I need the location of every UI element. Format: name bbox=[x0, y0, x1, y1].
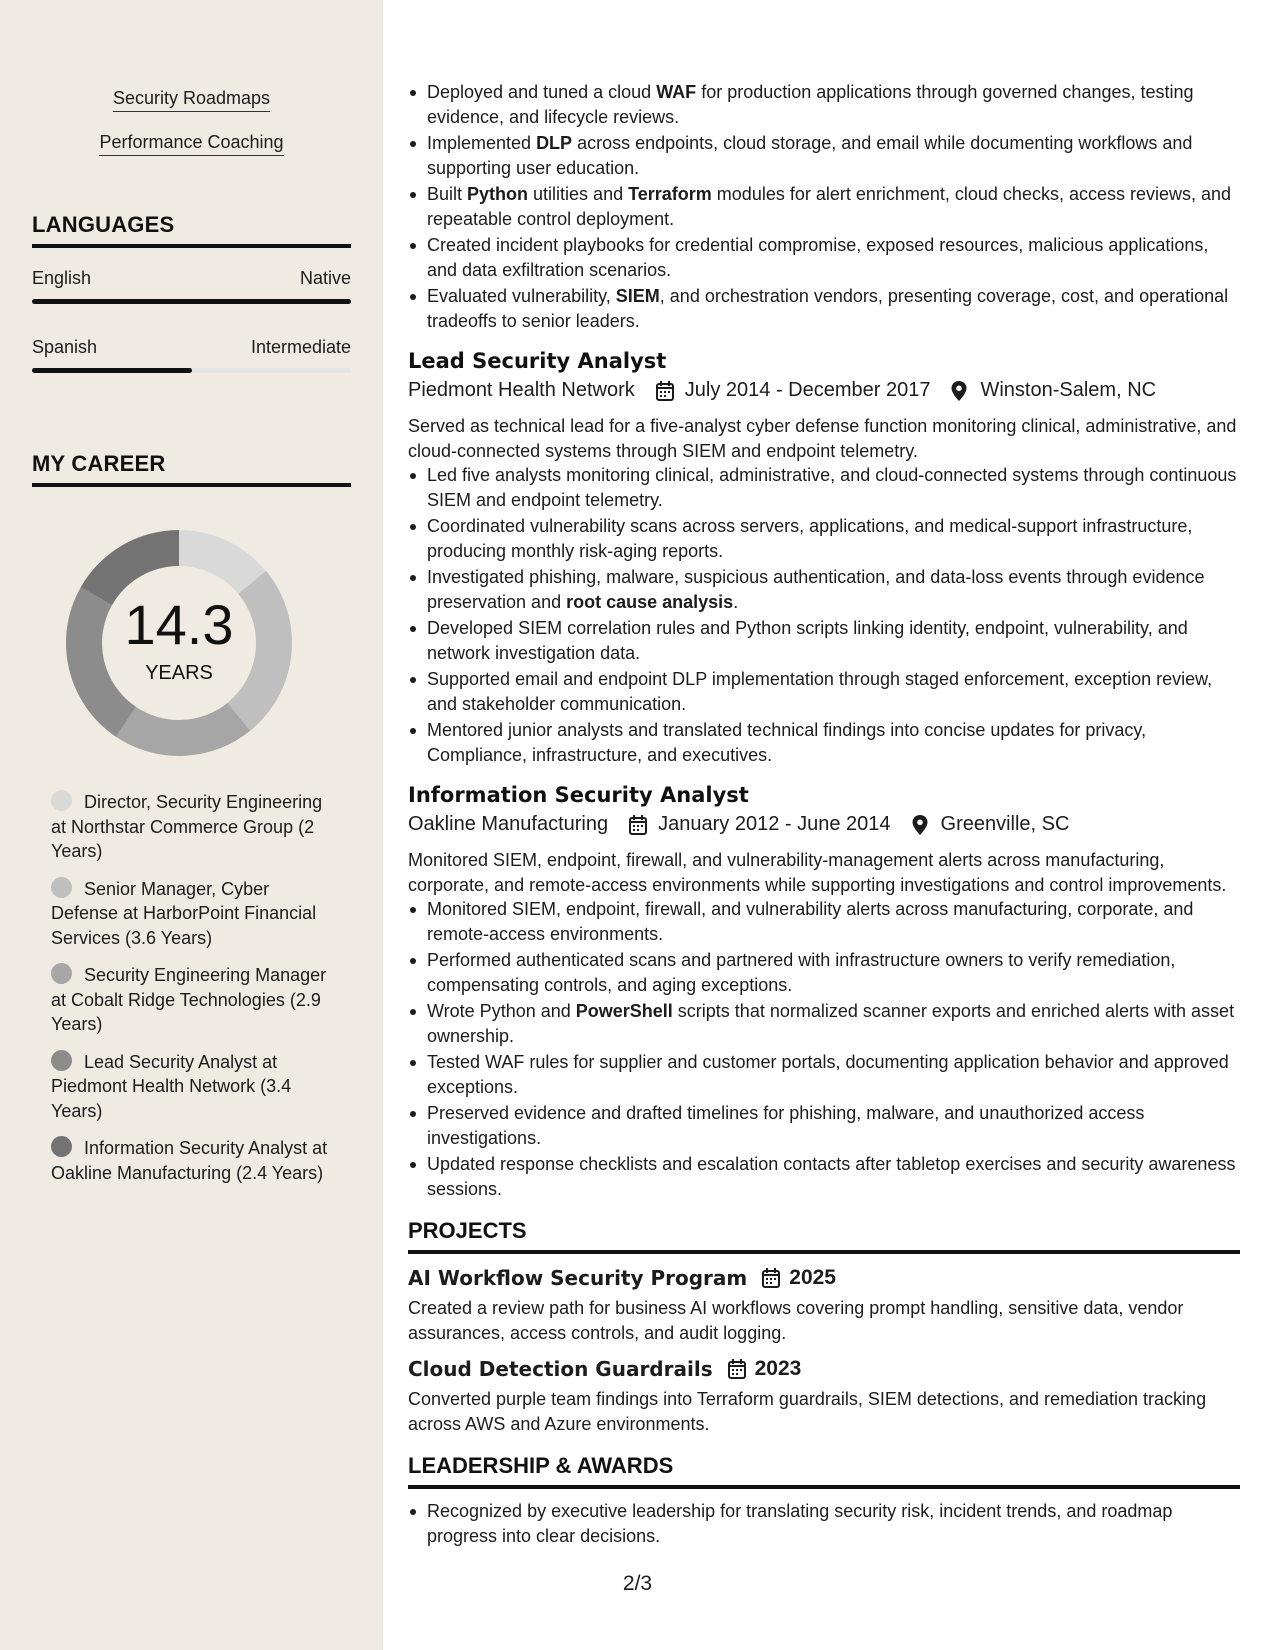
calendar-icon bbox=[628, 814, 648, 836]
career-legend-item: Lead Security Analyst at Piedmont Health Network (3.4 Years) bbox=[51, 1051, 292, 1121]
job-bullets bbox=[408, 463, 1240, 767]
project-description: Created a review path for business AI workflows covering prompt handling, sensitive data, vendor assurances, access controls, and audit logging. bbox=[408, 1298, 1184, 1343]
job-dates: July 2014 - December 2017 bbox=[684, 379, 931, 401]
bullet-item: Recognized by executive leadership for translating security risk, incident trends, and roadmap progress into clear decisions. bbox=[408, 1499, 1240, 1548]
bullet-item: Supported email and endpoint DLP implementation through staged enforcement, exception review, and stakeholder communication. bbox=[408, 667, 1240, 716]
languages-heading: LANGUAGES bbox=[32, 212, 351, 248]
job-title: Information Security Analyst bbox=[408, 783, 749, 807]
bullet-item: Coordinated vulnerability scans across servers, applications, and medical-support infrastructure, producing monthly risk-aging reports. bbox=[408, 514, 1240, 563]
legend-dot-icon bbox=[51, 1050, 72, 1071]
bullet-item: Mentored junior analysts and translated technical findings into concise updates for privacy, Compliance, infrastructure, and executives. bbox=[408, 718, 1240, 767]
project-entry bbox=[408, 1266, 1240, 1345]
bullet-item: Monitored SIEM, endpoint, firewall, and vulnerability alerts across manufacturing, corporate, and remote-access environments. bbox=[408, 897, 1240, 946]
donut-slice-2 bbox=[116, 703, 250, 756]
page-number: 2/3 bbox=[622, 1572, 653, 1595]
previous-job-bullets bbox=[408, 80, 1240, 333]
bullet-item: Led five analysts monitoring clinical, administrative, and cloud-connected systems through continuous SIEM and endpoint telemetry. bbox=[408, 463, 1240, 512]
skill-item: Security Roadmaps bbox=[0, 88, 383, 109]
language-row bbox=[32, 268, 351, 289]
language-proficiency-bar bbox=[32, 368, 351, 373]
leadership-bullets bbox=[408, 1499, 1240, 1548]
language-name: Spanish bbox=[32, 337, 98, 357]
language-level: Intermediate bbox=[250, 337, 351, 357]
main-content bbox=[408, 80, 1240, 1550]
bullet-item: Developed SIEM correlation rules and Python scripts linking identity, endpoint, vulnerability, and network investigation data. bbox=[408, 616, 1240, 665]
language-level: Native bbox=[299, 268, 351, 288]
job-entry bbox=[408, 783, 1240, 1201]
project-title: AI Workflow Security Program bbox=[408, 1266, 748, 1290]
job-dates: January 2012 - June 2014 bbox=[658, 813, 891, 835]
job-title: Lead Security Analyst bbox=[408, 349, 667, 373]
project-entry bbox=[408, 1357, 1240, 1436]
career-legend-item: Director, Security Engineering at Northstar Commerce Group (2 Years) bbox=[51, 792, 323, 861]
location-pin-icon bbox=[950, 380, 970, 402]
bullet-item: Implemented DLP across endpoints, cloud storage, and email while documenting workflows and supporting user education. bbox=[408, 131, 1240, 180]
job-summary: Monitored SIEM, endpoint, firewall, and vulnerability-management alerts across manufacturing, corporate, and remote-access environments while supporting investigations and control improvements. bbox=[408, 850, 1227, 895]
sidebar bbox=[0, 0, 383, 1650]
career-donut-chart bbox=[66, 530, 292, 756]
project-year: 2025 bbox=[789, 1266, 836, 1289]
bullet-item: Investigated phishing, malware, suspicious authentication, and data-loss events through evidence preservation and root cause analysis. bbox=[408, 565, 1240, 614]
project-title-row bbox=[408, 1266, 1240, 1290]
language-row bbox=[32, 337, 351, 358]
bullet-item: Updated response checklists and escalation contacts after tabletop exercises and security awareness sessions. bbox=[408, 1152, 1240, 1201]
bullet-item: Wrote Python and PowerShell scripts that normalized scanner exports and enriched alerts with asset ownership. bbox=[408, 999, 1240, 1048]
skill-item: Performance Coaching bbox=[0, 132, 383, 153]
legend-dot-icon bbox=[51, 790, 72, 811]
bullet-item: Tested WAF rules for supplier and customer portals, documenting application behavior and approved exceptions. bbox=[408, 1050, 1240, 1099]
bullet-item: Evaluated vulnerability, SIEM, and orchestration vendors, presenting coverage, cost, and operational tradeoffs to senior leaders. bbox=[408, 284, 1240, 333]
career-legend bbox=[51, 790, 331, 1198]
job-summary: Served as technical lead for a five-analyst cyber defense function monitoring clinical, administrative, and cloud-connected systems through SIEM and endpoint telemetry. bbox=[408, 416, 1237, 461]
job-meta bbox=[408, 813, 1240, 836]
job-bullets bbox=[408, 897, 1240, 1201]
calendar-icon bbox=[761, 1267, 781, 1289]
calendar-icon bbox=[727, 1358, 747, 1380]
legend-dot-icon bbox=[51, 877, 72, 898]
career-heading: MY CAREER bbox=[32, 451, 351, 487]
language-proficiency-bar bbox=[32, 299, 351, 304]
projects-heading: PROJECTS bbox=[408, 1218, 1240, 1254]
legend-dot-icon bbox=[51, 1136, 72, 1157]
bullet-item: Created incident playbooks for credential compromise, exposed resources, malicious applications, and data exfiltration scenarios. bbox=[408, 233, 1240, 282]
language-name: English bbox=[32, 268, 92, 288]
career-legend-item: Information Security Analyst at Oakline Manufacturing (2.4 Years) bbox=[51, 1138, 328, 1183]
bullet-item: Performed authenticated scans and partnered with infrastructure owners to verify remediation, compensating controls, and aging exceptions. bbox=[408, 948, 1240, 997]
calendar-icon bbox=[655, 380, 675, 402]
job-meta bbox=[408, 379, 1240, 402]
bullet-item: Built Python utilities and Terraform modules for alert enrichment, cloud checks, access reviews, and repeatable control deployment. bbox=[408, 182, 1240, 231]
company-name: Piedmont Health Network bbox=[408, 379, 635, 401]
bullet-item: Deployed and tuned a cloud WAF for production applications through governed changes, testing evidence, and lifecycle reviews. bbox=[408, 80, 1240, 129]
leadership-heading: LEADERSHIP & AWARDS bbox=[408, 1453, 1240, 1489]
career-legend-item: Senior Manager, Cyber Defense at HarborPoint Financial Services (3.6 Years) bbox=[51, 878, 317, 948]
legend-dot-icon bbox=[51, 963, 72, 984]
bullet-item: Preserved evidence and drafted timelines for phishing, malware, and unauthorized access investigations. bbox=[408, 1101, 1240, 1150]
company-name: Oakline Manufacturing bbox=[408, 813, 609, 835]
job-location: Greenville, SC bbox=[940, 813, 1070, 835]
project-title-row bbox=[408, 1357, 1240, 1381]
career-total-years: 14.3 bbox=[124, 593, 234, 656]
project-description: Converted purple team findings into Terraform guardrails, SIEM detections, and remediation tracking across AWS and Azure environments. bbox=[408, 1389, 1207, 1434]
job-location: Winston-Salem, NC bbox=[980, 379, 1157, 401]
project-title: Cloud Detection Guardrails bbox=[408, 1357, 713, 1381]
location-pin-icon bbox=[911, 814, 931, 836]
project-year: 2023 bbox=[754, 1357, 802, 1380]
career-legend-item: Security Engineering Manager at Cobalt Ridge Technologies (2.9 Years) bbox=[51, 965, 327, 1034]
job-entry bbox=[408, 349, 1240, 767]
career-years-label: YEARS bbox=[145, 662, 213, 684]
